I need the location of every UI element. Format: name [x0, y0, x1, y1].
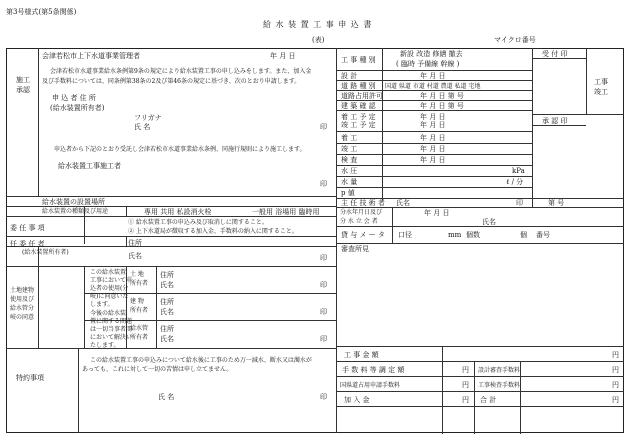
rule [78, 348, 79, 433]
rule [532, 114, 624, 115]
inspection-date: 年 月 日 [420, 156, 446, 164]
consent-text: 申込者から下記のとおり受託し会津若松市水道事業給水条例、同施行規則により施工します。 [54, 146, 306, 153]
rule [336, 131, 532, 132]
consent-note-1: この給水装置 [90, 269, 127, 276]
construction-amount-yen: 円 [612, 351, 619, 359]
building-owner-address: 住所 [160, 298, 174, 306]
rule [474, 361, 475, 434]
receipt-seal-label: 受 付 印 [542, 50, 568, 58]
rule [6, 246, 336, 247]
delegation-item-2: ② 上下水道局が徴収する加入金、手数料の納入に関すること。 [128, 228, 298, 235]
building-owner-name: 氏名 [160, 308, 174, 316]
rule [586, 48, 587, 114]
consent-label-4: 岐の同意 [10, 314, 35, 321]
construction-amount-label: 工 事 金 額 [344, 351, 379, 359]
trustee-address: 住所 [128, 239, 142, 247]
meter-witness-name: 氏名 [482, 218, 496, 226]
applicant-owner-label: (給水装置所有者) [50, 104, 105, 112]
meter-count: 個数 [466, 231, 480, 239]
special-name: 氏 名 [158, 393, 175, 401]
rule [336, 143, 532, 144]
applicant-seal: 印 [320, 123, 327, 131]
meter-date-label-1: 分水年月日及び [340, 209, 383, 216]
consent-label-3: 給水管分 [10, 305, 35, 312]
chief-engineer-name: 氏名 [396, 199, 410, 207]
rule [336, 187, 532, 188]
form-title: 給 水 装 置 工 事 申 込 書 [263, 20, 373, 29]
chief-engineer-label: 主 任 技 術 者 [341, 199, 385, 207]
start-date: 年 月 日 [420, 134, 446, 142]
consent-note-2: 工事において申 [90, 277, 133, 284]
construction-approval-label-2: 承認 [16, 86, 30, 94]
consent-note-3: 込者の使用(分 [90, 285, 129, 292]
building-permit-date: 年 月 日 第 号 [420, 102, 464, 110]
rule [336, 361, 624, 362]
type-usage-options-2: 一般用 浴場用 臨時用 [252, 208, 320, 216]
consent-label-2: 使用及び [10, 296, 35, 303]
completion-label-1: 工事 [594, 78, 608, 86]
consent-note-10: たします。 [90, 342, 120, 349]
rule [6, 348, 336, 349]
finish-date: 年 月 日 [420, 145, 446, 153]
design-label: 設 計 [341, 72, 358, 80]
application-date: 年 月 日 [270, 52, 296, 60]
building-owner-label-2: 所有者 [130, 307, 149, 314]
micro-number-label: マイクロ番号 [494, 36, 536, 44]
fee-total-yen: 円 [462, 366, 469, 374]
consent-note-6: 今後の給水装 [90, 310, 127, 317]
addressee: 会津若松市上下水道事業管理者 [42, 52, 140, 60]
consent-note-8: は一切当事者間 [90, 326, 133, 333]
certificate-number: 第 号 [548, 199, 565, 207]
road-types: 国道 県道 市道 村道 農道 私道 宅地 [385, 83, 481, 90]
form-subtitle: (表) [312, 36, 325, 44]
review-label: 審査所見 [341, 245, 369, 253]
consent-note-5: します。 [90, 301, 114, 308]
contractor-label: 給水装置工事施工者 [58, 162, 121, 170]
contractor-seal: 印 [320, 180, 327, 188]
rule [392, 207, 393, 243]
land-owner-label-1: 土 地 [130, 271, 144, 278]
rule [336, 176, 532, 177]
pipe-owner-label-2: 所有者 [130, 334, 149, 341]
road-permit-date: 年 月 日 第 号 [420, 92, 464, 100]
type-usage-options-1: 専用 共用 私設消火栓 [144, 208, 212, 216]
consent-note-7: 置に関する問題 [90, 318, 133, 325]
design-fee-yen: 円 [612, 366, 619, 374]
rule [336, 154, 532, 155]
special-text-1: この給水装置工事の申込みについて給水後に工事のため万一減水、断水又は濁水が [90, 357, 312, 364]
water-volume-label: 水 量 [341, 178, 358, 186]
work-type-options-2: ( 臨時 予備線 幹線 ) [396, 60, 460, 68]
applicant-furigana-label: フリガナ [134, 114, 162, 122]
special-label: 特約事項 [16, 374, 44, 382]
rule [336, 226, 624, 227]
pipe-owner-address: 住所 [160, 325, 174, 333]
water-pressure-label: 水 圧 [341, 167, 358, 175]
building-owner-label-1: 建 物 [130, 298, 144, 305]
meter-caliber: 口径 [398, 231, 412, 239]
rule [336, 376, 624, 377]
rule [442, 346, 443, 434]
location-label: 給水装置の設置場所 [42, 198, 105, 206]
road-fee-yen: 円 [462, 381, 469, 389]
consent-note-9: において解決い [90, 334, 133, 341]
inspection-fee-label: 工事検査手数料 [478, 382, 521, 389]
road-permit-label: 道路占用許可 [341, 92, 383, 100]
start-scheduled-label: 着 工 予 定 [341, 113, 376, 121]
completion-label-2: 竣工 [594, 88, 608, 96]
meter-number: 番号 [536, 231, 550, 239]
intro-text-1: 会津若松市水道事業給水条例第9条の規定により給水装置工事の申し込みをします。また、加入金 [50, 68, 312, 75]
total-yen: 円 [612, 396, 619, 404]
trustee-name: 氏名 [128, 252, 142, 260]
trustee-seal: 印 [320, 254, 327, 262]
delegation-label: 委 任 事 項 [10, 224, 45, 232]
ph-label: p 値 [341, 189, 355, 197]
form-code: 第3号様式(第5条関係) [6, 8, 77, 16]
rule [6, 266, 336, 267]
trustee-label: 任 委 任 者 [10, 240, 45, 248]
finish-label: 竣 工 [341, 145, 358, 153]
consent-label-1: 土地建物 [10, 287, 35, 294]
rule [126, 236, 127, 246]
meter-date-value: 年 月 日 [424, 209, 450, 217]
work-type-options-1: 新設 改造 修繕 撤去 [400, 50, 463, 58]
start-label: 着 工 [341, 134, 358, 142]
special-text-2: あっても、これに対して一切の苦情は申し立てません。 [82, 366, 233, 373]
meter-unit: 個 [520, 231, 527, 239]
delegation-item-1: ① 給水装置工事の申込み及び取消しに関すること。 [128, 219, 268, 226]
pressure-unit: kPa [512, 167, 525, 175]
applicant-address-label: 申 込 者 住 所 [52, 94, 96, 102]
special-seal: 印 [320, 393, 327, 401]
rule [156, 266, 157, 348]
consent-note-4: 岐)に同意いた [90, 293, 129, 300]
applicant-name-label: 氏 名 [134, 123, 151, 131]
trustee-owner: (給水装置所有者) [22, 249, 69, 256]
finish-scheduled-label: 竣 工 予 定 [341, 121, 376, 129]
inspection-label: 検 査 [341, 156, 358, 164]
rule [38, 246, 39, 348]
land-owner-name: 氏名 [160, 281, 174, 289]
intro-text-2: 及び手数料については、同条例第38条の2及び第46条の規定に基づき、次のとおり申請します。 [42, 78, 301, 85]
rule [336, 406, 624, 407]
rule [6, 236, 336, 237]
rule [126, 206, 127, 216]
type-usage-label: 給水装置の種類及び用途 [42, 208, 109, 215]
land-owner-seal: 印 [320, 281, 327, 289]
start-scheduled-date: 年 月 日 [420, 113, 446, 121]
rule [84, 266, 85, 348]
design-fee-label: 設計審査手数料 [478, 367, 521, 374]
rule [336, 165, 532, 166]
pipe-owner-name: 氏名 [160, 335, 174, 343]
inspection-fee-yen: 円 [612, 381, 619, 389]
chief-engineer-seal: 印 [516, 199, 523, 207]
fee-total-label: 手 数 料 等 調 定 額 [342, 366, 405, 374]
work-type-label: 工 事 種 別 [341, 56, 376, 64]
join-fee-yen: 円 [462, 396, 469, 404]
rule [38, 48, 39, 196]
meter-mm: mm [448, 231, 462, 239]
rule [336, 346, 624, 347]
meter-date-label-2: 分 水 立 会 者 [340, 218, 378, 225]
road-fee-label: 国県道占用申請手数料 [340, 382, 401, 389]
finish-scheduled-date: 年 月 日 [420, 121, 446, 129]
building-owner-seal: 印 [320, 308, 327, 316]
rental-meter-label: 貸 与 メ ー タ [341, 231, 385, 239]
rule [520, 361, 521, 434]
land-owner-address: 住所 [160, 271, 174, 279]
road-type-label: 道 路 種 別 [341, 82, 376, 90]
land-owner-label-2: 所有者 [130, 280, 149, 287]
rule [6, 196, 336, 197]
pipe-owner-label-1: 給水管 [130, 325, 149, 332]
total-label: 合 計 [480, 396, 497, 404]
rule [336, 70, 532, 71]
rule [336, 243, 624, 244]
volume-unit: ℓ / 分 [506, 178, 524, 186]
join-fee-label: 加 入 金 [344, 396, 370, 404]
approval-seal-label: 承 認 印 [542, 117, 568, 125]
pipe-owner-seal: 印 [320, 335, 327, 343]
design-date: 年 月 日 [420, 72, 446, 80]
construction-approval-label-1: 施工 [16, 76, 30, 84]
rule [532, 48, 533, 198]
building-permit-label: 建 築 確 認 [341, 102, 376, 110]
rule [336, 391, 624, 392]
